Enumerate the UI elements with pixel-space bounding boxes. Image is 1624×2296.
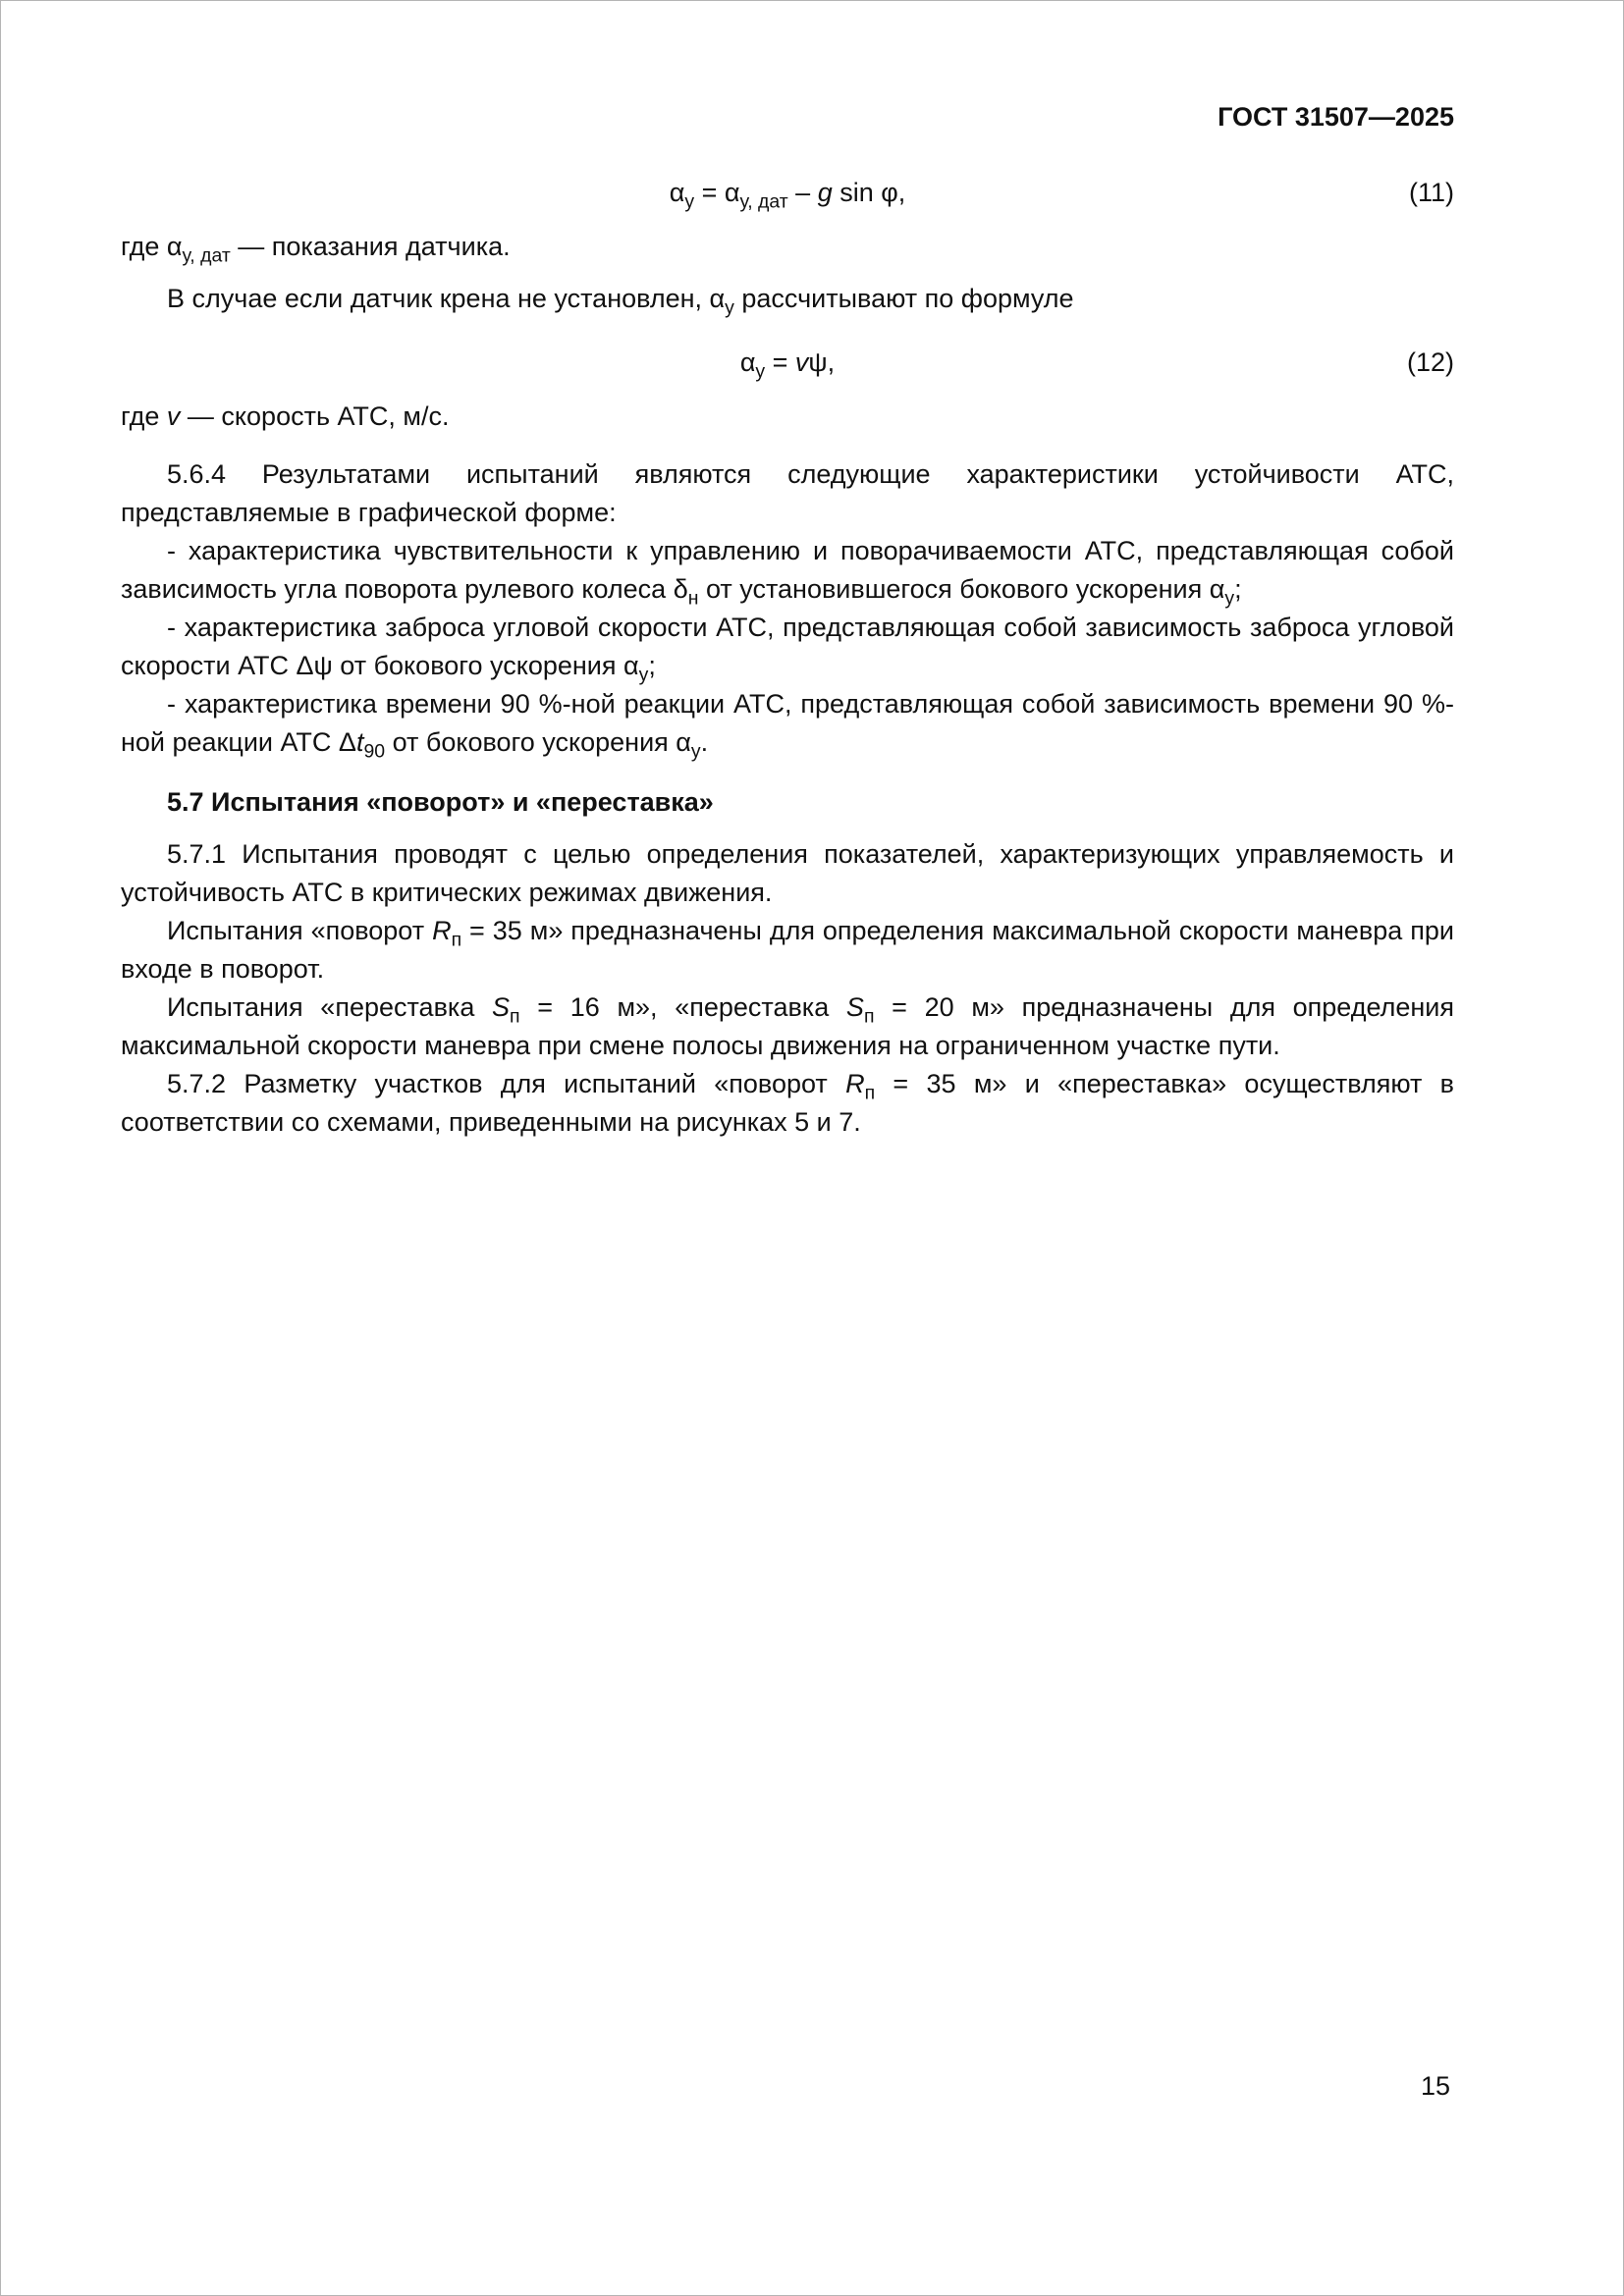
paragraph-5-7-2: 5.7.2 Разметку участков для испытаний «поворот $R_п = 35$ м» и «переставка» осуществляют в соответствии со схемами, приведенными на рисунках 5 и 7.	[121, 1069, 1455, 1137]
formula-11-body: $\alpha_у = \alpha_{у, дат} - g$ sin φ,	[669, 178, 906, 213]
page-content	[121, 101, 1454, 1142]
paragraph-5-7-1: 5.7.1 Испытания проводят с целью определения показателей, характеризующих управляемость и устойчивость АТС в критических режимах движения.	[121, 839, 1454, 907]
paragraph-bullet-2: - характеристика заброса угловой скорости АТС, представляющая собой зависимость заброса угловой скорости АТС Δψ от бокового ускорения $\alpha_у$;	[121, 613, 1454, 686]
paragraph-perestavka: Испытания «переставка $S_п = 16$ м», «переставка $S_п = 20$ м» предназначены для определения максимальной скорости маневра при смене полосы движения на ограниченном участке пути.	[121, 992, 1454, 1060]
heading-5-7: 5.7 Испытания «поворот» и «переставка»	[167, 787, 714, 817]
formula-12-number: (12)	[1406, 347, 1454, 377]
formula-11-row	[121, 174, 1454, 212]
paragraph-5-6-4: 5.6.4 Результатами испытаний являются следующие характеристики устойчивости АТС, представляемые в графической форме:	[121, 459, 1454, 527]
paragraph-povorot: Испытания «поворот $R_п = 35$ м» предназначены для определения максимальной скорости маневра при входе в поворот.	[121, 916, 1454, 984]
formula-12-body: $\alpha_у = v\psi$,	[739, 347, 836, 383]
page-number: 15	[1420, 2071, 1450, 2101]
paragraph-bullet-3: - характеристика времени 90 %-ной реакции АТС, представляющая собой зависимость времени 90 %-ной реакции АТС $\Delta t_{90}$ от бокового ускорения $\alpha_у$.	[121, 689, 1454, 763]
standard-number-header: ГОСТ 31507—2025	[1218, 102, 1454, 132]
paragraph-bullet-1: - характеристика чувствительности к управлению и поворачиваемости АТС, представляющая собой зависимость угла поворота рулевого колеса $\delta_н$ от установившегося бокового ускорения $\alpha_у$;	[121, 536, 1454, 610]
paragraph-intro-formula-12: В случае если датчик крена не установлен, $\alpha_у$ рассчитывают по формуле	[167, 284, 1074, 319]
formula-12-row	[121, 344, 1454, 382]
paragraph-where-12: где v — скорость АТС, м/с.	[121, 401, 450, 431]
formula-11-number: (11)	[1408, 178, 1454, 207]
paragraph-where-11: где $\alpha_{у, дат}$ — показания датчика.	[121, 232, 511, 267]
